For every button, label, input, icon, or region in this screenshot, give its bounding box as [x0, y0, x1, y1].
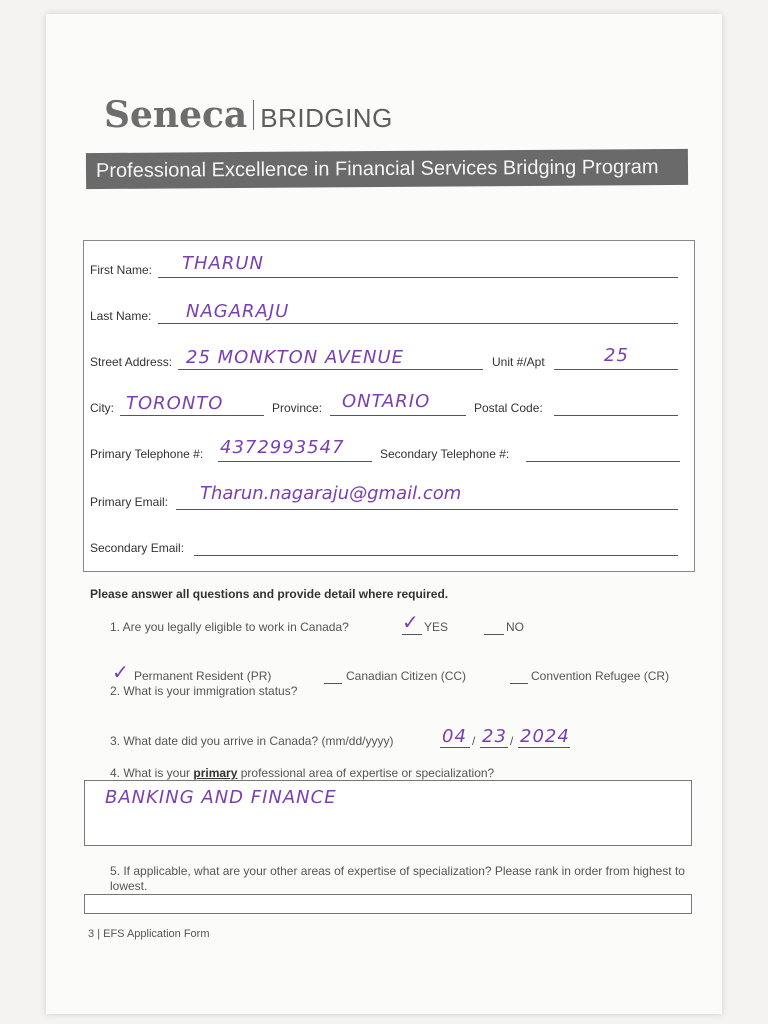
- question-4-prefix: 4. What is your: [110, 766, 194, 780]
- province-value[interactable]: ONTARIO: [342, 391, 431, 412]
- page-footer: [88, 928, 209, 940]
- cr-line[interactable]: [510, 683, 528, 684]
- first-name-label: First Name:: [90, 263, 153, 277]
- secondary-phone-line[interactable]: [526, 461, 680, 462]
- form-title: EFS Application Form: [103, 928, 210, 940]
- question-2-text: 2. What is your immigration status?: [110, 684, 298, 698]
- primary-email-line[interactable]: [176, 509, 678, 510]
- secondary-phone-label: Secondary Telephone #:: [380, 447, 510, 461]
- unit-value[interactable]: 25: [604, 345, 629, 366]
- logo-brand: Seneca: [104, 94, 248, 136]
- primary-phone-label: Primary Telephone #:: [90, 447, 204, 461]
- last-name-value[interactable]: NAGARAJU: [186, 301, 290, 322]
- question-3-text: 3. What date did you arrive in Canada? (mm/dd/yyyy): [110, 734, 394, 748]
- program-banner: Professional Excellence in Financial Services Bridging Program: [86, 149, 688, 189]
- first-name-line[interactable]: [158, 277, 678, 278]
- pr-checkmark-icon: ✓: [112, 662, 129, 684]
- secondary-email-label: Secondary Email:: [90, 541, 185, 555]
- option-cc[interactable]: Canadian Citizen (CC): [346, 669, 467, 683]
- logo-divider: [253, 100, 254, 130]
- instructions: Please answer all questions and provide detail where required.: [90, 587, 449, 601]
- footer-divider: |: [97, 928, 101, 940]
- q3-year-line[interactable]: [518, 747, 570, 748]
- question-4-emphasis: primary: [193, 766, 238, 780]
- q3-month-value[interactable]: 04: [442, 726, 467, 747]
- q1-no-line[interactable]: [484, 634, 504, 635]
- unit-line[interactable]: [554, 369, 678, 370]
- primary-phone-line[interactable]: [218, 461, 372, 462]
- city-line[interactable]: [120, 415, 264, 416]
- option-cr[interactable]: Convention Refugee (CR): [531, 669, 670, 683]
- expertise-answer-box[interactable]: [84, 780, 692, 846]
- unit-label: Unit #/Apt: [492, 355, 545, 369]
- seneca-logo: [104, 94, 393, 136]
- city-value[interactable]: TORONTO: [126, 393, 224, 414]
- postal-code-label: Postal Code:: [474, 401, 543, 415]
- street-value[interactable]: 25 MONKTON AVENUE: [186, 347, 405, 368]
- expertise-answer-value[interactable]: BANKING AND FINANCE: [105, 787, 337, 808]
- other-expertise-answer-box[interactable]: [84, 894, 692, 914]
- question-1-text: 1. Are you legally eligible to work in Canada?: [110, 620, 349, 634]
- page-number: 3: [88, 928, 95, 940]
- street-label: Street Address:: [90, 355, 173, 369]
- q3-day-value[interactable]: 23: [482, 726, 507, 747]
- q1-no-label: NO: [506, 620, 524, 634]
- postal-code-line[interactable]: [554, 415, 678, 416]
- date-slash-2: /: [510, 734, 514, 748]
- q3-month-line[interactable]: [440, 747, 470, 748]
- question-4: [110, 766, 494, 780]
- first-name-value[interactable]: THARUN: [182, 253, 264, 274]
- cc-line[interactable]: [324, 683, 342, 684]
- question-5-text: 5. If applicable, what are your other areas of expertise of specialization? Please rank in order from highest to lowest.: [110, 864, 685, 893]
- option-pr[interactable]: Permanent Resident (PR): [134, 669, 272, 683]
- last-name-label: Last Name:: [90, 309, 152, 323]
- city-label: City:: [90, 401, 114, 415]
- primary-email-value[interactable]: Tharun.nagaraju@gmail.com: [200, 483, 462, 504]
- province-line[interactable]: [330, 415, 466, 416]
- question-4-suffix: professional area of expertise or specialization?: [237, 766, 495, 780]
- question-1: [110, 620, 349, 634]
- logo-subtitle: BRIDGING: [260, 103, 393, 133]
- primary-phone-value[interactable]: 4372993547: [220, 437, 345, 458]
- primary-email-label: Primary Email:: [90, 495, 169, 509]
- q3-day-line[interactable]: [480, 747, 508, 748]
- contact-info-box: [83, 240, 695, 572]
- yes-checkmark-icon: ✓: [402, 612, 419, 634]
- q1-yes-label: YES: [424, 620, 449, 634]
- secondary-email-line[interactable]: [194, 555, 678, 556]
- date-slash-1: /: [472, 734, 476, 748]
- street-line[interactable]: [178, 369, 483, 370]
- q3-year-value[interactable]: 2024: [520, 726, 570, 747]
- last-name-line[interactable]: [158, 323, 678, 324]
- province-label: Province:: [272, 401, 323, 415]
